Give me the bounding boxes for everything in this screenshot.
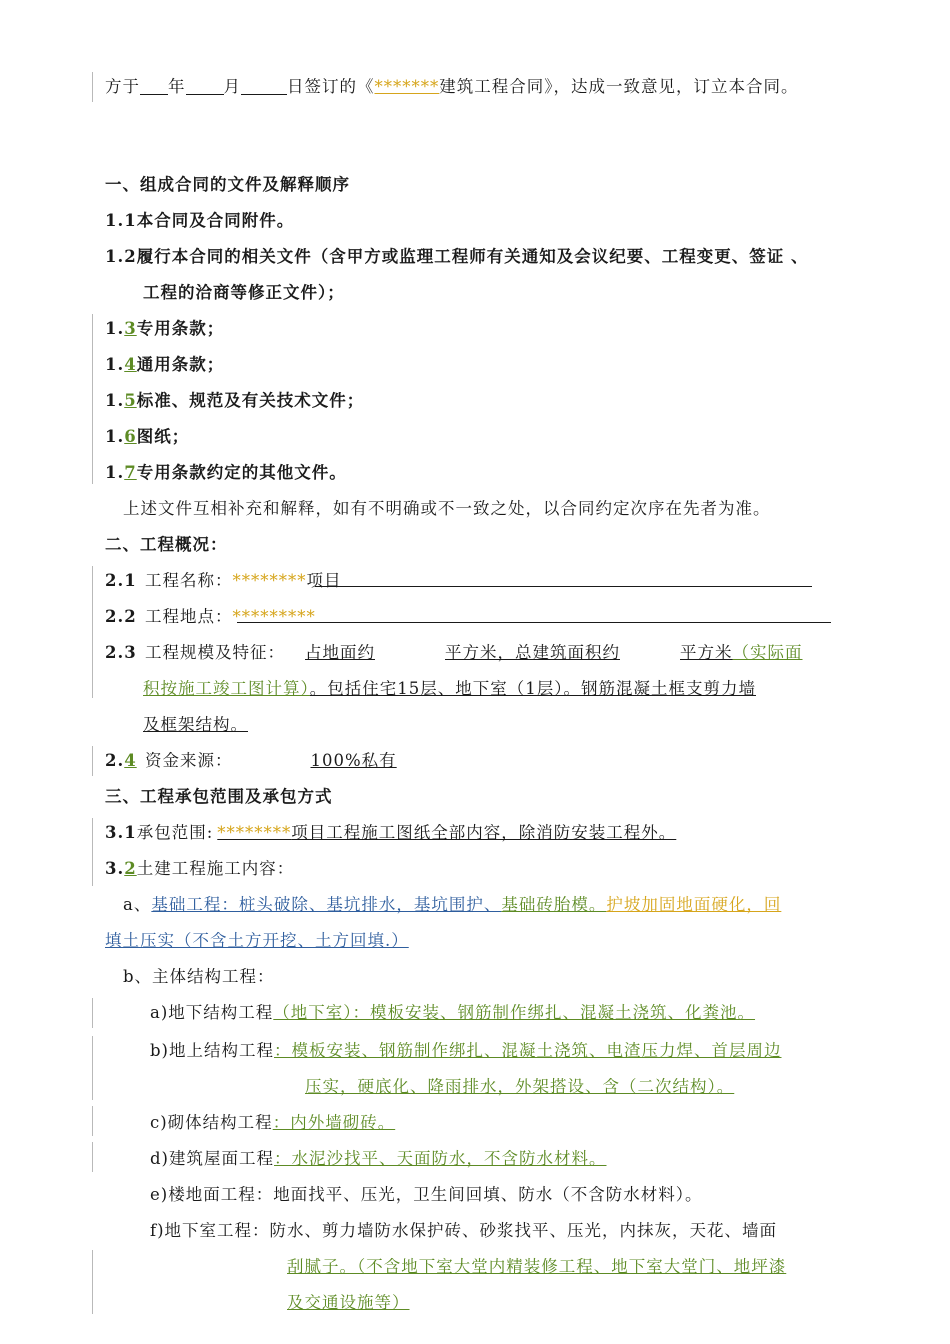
year-blank[interactable] xyxy=(140,76,168,95)
sub-item-value: （地下室）：模板安装、钢筋制作绑扎、混凝土浇筑、化粪池。 xyxy=(273,1003,756,1022)
clause-number: 4 xyxy=(124,355,137,374)
underline-fill xyxy=(315,586,812,587)
field-label: 工程名称： xyxy=(145,571,233,590)
section-2-heading: 二、工程概况： xyxy=(105,535,228,554)
section-1-note xyxy=(0,494,950,524)
clause-number: 3.1 xyxy=(105,823,137,842)
sub-item-value: 刮腻子。（不含地下室大堂内精装修工程、地下室大堂门、地坪漆 xyxy=(287,1257,787,1276)
field-label: 工程规模及特征： xyxy=(145,643,285,662)
item-b-e xyxy=(0,1180,950,1210)
field-value: 项目 xyxy=(306,571,342,590)
clause-2-3-cont xyxy=(0,674,950,704)
intro-text: 日签订的《 xyxy=(287,77,375,96)
clause-3-1 xyxy=(0,818,950,848)
clause-1-1 xyxy=(0,206,950,236)
item-b xyxy=(0,962,950,992)
clause-number: 7 xyxy=(124,463,137,482)
intro-text: 年 xyxy=(168,77,186,96)
clause-number: 2.2 xyxy=(105,607,137,626)
clause-text: 通用条款； xyxy=(136,355,225,374)
field-label: 土建工程施工内容： xyxy=(136,859,295,878)
clause-number: 1. xyxy=(105,355,125,374)
sub-item-value: 压实，硬底化、降雨排水，外架搭设、含（二次结构）。 xyxy=(305,1077,735,1096)
sub-item-text: e)楼地面工程：地面找平、压光，卫生间回填、防水（不含防水材料）。 xyxy=(150,1185,703,1204)
item-text: 护坡加固地面硬化，回 xyxy=(606,895,782,914)
clause-number: 4 xyxy=(124,751,137,770)
clause-number: 6 xyxy=(124,427,137,446)
field-value-note: （实际面 xyxy=(732,643,803,662)
section-heading xyxy=(0,170,950,200)
field-value xyxy=(285,643,733,662)
field-value: 及框架结构。 xyxy=(143,715,248,734)
field-value-note: 积按施工竣工图计算） xyxy=(143,679,310,698)
clause-1-2-cont xyxy=(0,278,950,308)
month-blank[interactable] xyxy=(186,76,224,95)
item-a xyxy=(0,890,950,920)
clause-number: 2 xyxy=(124,859,137,878)
project-name-placeholder: ******** xyxy=(217,823,292,842)
item-b-f-cont xyxy=(0,1252,950,1282)
item-a-cont xyxy=(0,926,950,956)
clause-number: 1. xyxy=(105,319,125,338)
intro-line xyxy=(0,72,950,102)
intro-text: 建筑工程合同》，达成一致意见，订立本合同。 xyxy=(439,77,799,96)
clause-1-5 xyxy=(0,386,950,416)
clause-number: 3. xyxy=(105,859,125,878)
clause-2-2 xyxy=(0,602,950,632)
sub-item-label: d)建筑屋面工程 xyxy=(150,1149,274,1168)
item-b-f xyxy=(0,1216,950,1246)
item-text: 基础砖胎模。 xyxy=(501,895,607,914)
item-b-b xyxy=(0,1036,950,1066)
clause-number: 2. xyxy=(105,751,125,770)
item-b-f-cont xyxy=(0,1288,950,1318)
item-text: 基础工程：桩头破除、基坑排水，基坑围护、 xyxy=(151,895,502,914)
day-blank[interactable] xyxy=(241,76,287,95)
clause-text: 1.2履行本合同的相关文件（含甲方或监理工程师有关通知及会议纪要、工程变更、签证 、 xyxy=(105,247,809,266)
clause-3-2 xyxy=(0,854,950,884)
clause-number: 2.3 xyxy=(105,643,137,662)
contract-name-placeholder: ******* xyxy=(374,77,440,96)
sub-item-value: 及交通设施等） xyxy=(287,1293,410,1312)
sub-item-label: b)地上结构工程 xyxy=(150,1041,274,1060)
field-value-part: 平方米，总建筑面积约 xyxy=(445,643,620,662)
clause-text: 专用条款； xyxy=(136,319,225,338)
clause-2-3-cont xyxy=(0,710,950,740)
clause-text: 专用条款约定的其他文件。 xyxy=(136,463,347,482)
clause-1-7 xyxy=(0,458,950,488)
item-b-a xyxy=(0,998,950,1028)
sub-item-text: f)地下室工程：防水、剪力墙防水保护砖、砂浆找平、压光，内抹灰，天花、墙面 xyxy=(150,1221,778,1240)
field-value-part: 占地面约 xyxy=(305,643,375,662)
section-heading xyxy=(0,530,950,560)
field-label: 工程地点： xyxy=(145,607,233,626)
field-value: 。包括住宅15层、地下室（1层）。钢筋混凝土框支剪力墙 xyxy=(309,679,756,698)
intro-text: 方于 xyxy=(105,77,140,96)
note-text: 上述文件互相补充和解释，如有不明确或不一致之处，以合同约定次序在先者为准。 xyxy=(123,499,771,518)
underline-fill xyxy=(237,622,831,623)
sub-item-label: c)砌体结构工程 xyxy=(150,1113,273,1132)
item-b-c xyxy=(0,1108,950,1138)
clause-number: 1. xyxy=(105,463,125,482)
sub-item-value: ：模板安装、钢筋制作绑扎、混凝土浇筑、电渣压力焊、首层周边 xyxy=(274,1041,782,1060)
clause-number: 3 xyxy=(124,319,137,338)
item-text: 填土压实（不含土方开挖、土方回填.） xyxy=(105,931,409,950)
intro-text: 月 xyxy=(223,77,241,96)
item-prefix: a、 xyxy=(123,895,152,914)
section-heading xyxy=(0,782,950,812)
field-value xyxy=(233,748,738,774)
clause-number: 1. xyxy=(105,391,125,410)
clause-text: 1.1本合同及合同附件。 xyxy=(105,211,295,230)
field-value-part: 平方米 xyxy=(680,643,733,662)
clause-1-4 xyxy=(0,350,950,380)
clause-1-6 xyxy=(0,422,950,452)
project-name-placeholder: ******** xyxy=(232,571,307,590)
field-label: 承包范围: xyxy=(136,823,214,842)
clause-number: 1. xyxy=(105,427,125,446)
section-3-heading: 三、工程承包范围及承包方式 xyxy=(105,787,333,806)
project-location-placeholder: ********* xyxy=(232,607,316,626)
item-b-d xyxy=(0,1144,950,1174)
section-1-heading: 一、组成合同的文件及解释顺序 xyxy=(105,175,350,194)
field-value xyxy=(213,823,676,842)
clause-2-1 xyxy=(0,566,950,596)
clause-text: 工程的洽商等修正文件）； xyxy=(143,283,345,302)
sub-item-value: ：内外墙砌砖。 xyxy=(272,1113,396,1132)
item-b-b-cont xyxy=(0,1072,950,1102)
clause-2-4 xyxy=(0,746,950,776)
item-heading: b、主体结构工程： xyxy=(123,967,275,986)
clause-number: 2.1 xyxy=(105,571,137,590)
clause-text: 图纸； xyxy=(136,427,190,446)
sub-item-label: a)地下结构工程 xyxy=(150,1003,274,1022)
clause-text: 标准、规范及有关技术文件； xyxy=(136,391,365,410)
funding-source: 100%私有 xyxy=(310,751,397,770)
clause-2-3 xyxy=(0,638,950,668)
sub-item-value: ：水泥沙找平、天面防水，不含防水材料。 xyxy=(274,1149,607,1168)
field-value-part: 项目工程施工图纸全部内容，除消防安装工程外。 xyxy=(291,823,677,842)
clause-1-3 xyxy=(0,314,950,344)
clause-1-2 xyxy=(0,242,950,272)
field-label: 资金来源： xyxy=(145,751,233,770)
clause-number: 5 xyxy=(124,391,137,410)
